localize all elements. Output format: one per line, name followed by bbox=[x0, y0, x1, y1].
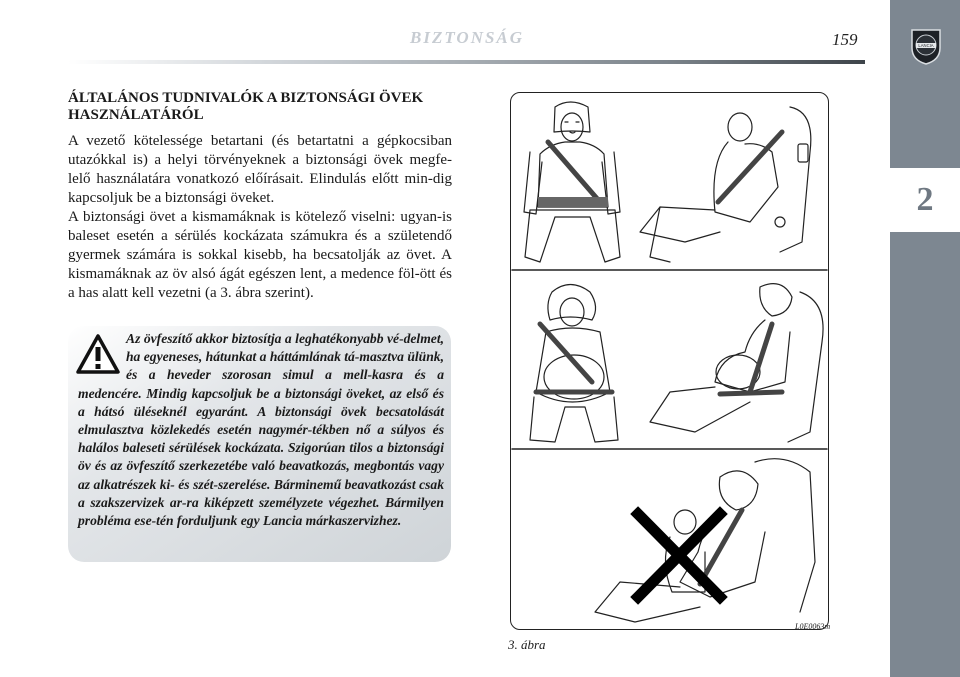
warning-text: Az övfeszítő akkor biztosítja a leghatékonyabb vé-delmet, ha egyeneses, hátunkat a háttámlának tá-masztva ülünk, és a heveder szorosan simul a mell-kasra és a medencére. Mindig kapcsoljuk be a biztonsági öveket, az első és a hátsó üléseknél egyaránt. A biztonsági övek becsatolását elmulasztva közlekedés esetén nagymér-tékben nő a súlyos és halálos baleseti sérülések kockázata. Szigorúan tilos a biztonsági öv és az övfeszítő szerkezetébe való beavatkozás, megbontás vagy az alkatrészek ki- és szét-szerelése. Bárminemű beavatkozást csak a szakszervizek ar-ra kiképzett személyzete végezhet. Bármilyen probléma ese-tén forduljunk egy Lancia márkaszervizhez. bbox=[78, 331, 444, 529]
panel-1-side-view bbox=[640, 107, 811, 262]
panel-1-front-view bbox=[524, 102, 620, 262]
body-text bbox=[68, 132, 452, 303]
panel-2-side-view bbox=[650, 284, 823, 442]
chapter-tab[interactable]: 2 bbox=[890, 168, 960, 232]
body-paragraph: A vezető kötelessége betartani (és betartatni a gépkocsiban utazókkal is) a helyi törvényeknek a biztonsági övek megfe-lelő használatára vonatkozó előírásait. Elindulás előtt min-dig kapcsoljuk be a biztonsági öveket. bbox=[68, 133, 452, 206]
page-number: 159 bbox=[832, 30, 858, 49]
prohibited-cross-icon bbox=[638, 514, 720, 597]
lancia-logo bbox=[906, 26, 946, 66]
panel-3-child-on-lap bbox=[595, 459, 815, 622]
section-heading: ÁLTALÁNOS TUDNIVALÓK A BIZTONSÁGI ÖVEK HASZNÁLATÁRÓL bbox=[68, 90, 424, 123]
body-paragraph: A biztonsági övet a kismamáknak is kötelező viselni: ugyan-is baleset esetén a sérülés kockázata számukra és a születendő gyermek számára is sokkal kisebb, ha becsatolják az övet. A kismamáknak az öv alsó ágát egészen lent, a medence föl-ött és a has alatt kell vezetni (a 3. ábra szerint). bbox=[68, 209, 452, 301]
header-rule bbox=[68, 60, 865, 64]
chapter-sidebar bbox=[890, 0, 960, 677]
figure-code: L0E0063m bbox=[795, 622, 831, 631]
panel-2-front-view bbox=[530, 285, 618, 443]
running-header-title: BIZTONSÁG bbox=[410, 28, 525, 47]
figure-caption: 3. ábra bbox=[508, 637, 546, 652]
seatbelt-illustration bbox=[510, 92, 829, 630]
logo-text: LANCIA bbox=[918, 43, 934, 48]
